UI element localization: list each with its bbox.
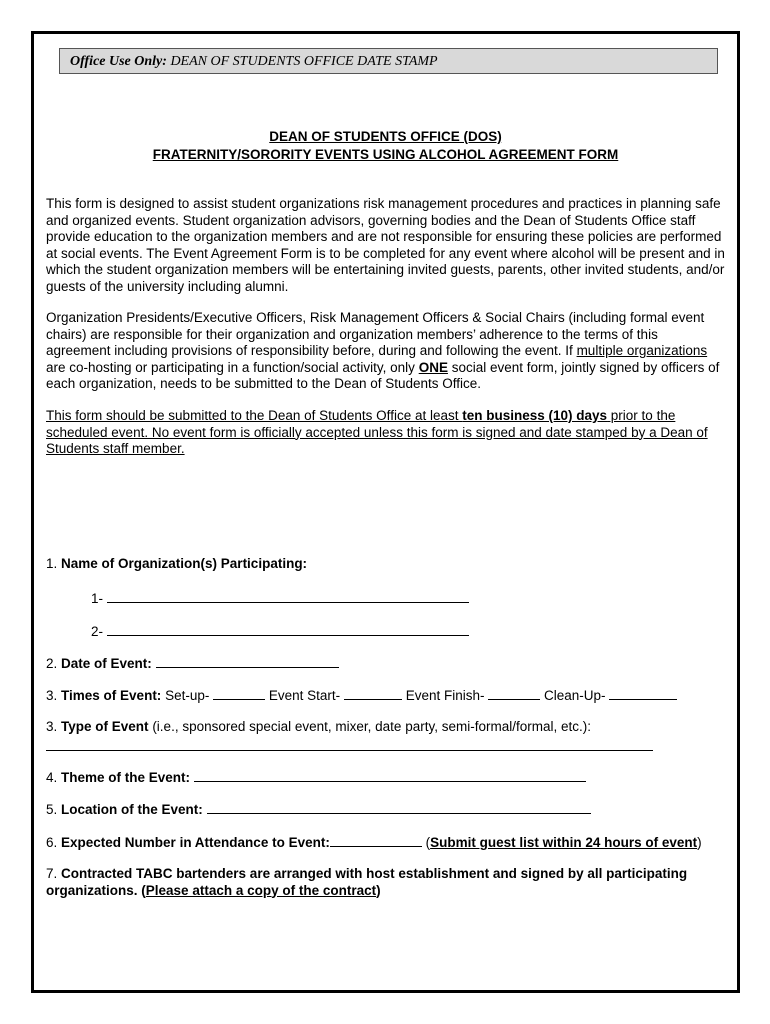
intro-paragraph-3 [46, 408, 726, 458]
question-5 [46, 800, 591, 817]
question-6 [46, 833, 702, 850]
form-title-line1: DEAN OF STUDENTS OFFICE (DOS) [269, 129, 502, 144]
p2-text-c: social event form, jointly signed by officers of each organization, needs to be submitted to the Dean of Students Office. [46, 359, 720, 391]
q7-paren-open: ( [141, 882, 146, 898]
q6-note: Submit guest list within 24 hours of event [430, 835, 698, 850]
type-of-event-field[interactable] [46, 750, 653, 751]
q4-label: Theme of the Event: [61, 770, 191, 785]
question-1 [46, 556, 307, 571]
form-frame [31, 31, 740, 993]
question-3 [46, 686, 677, 703]
q3-number: 3. [46, 688, 58, 703]
q1-number: 1. [46, 556, 58, 571]
question-3b [46, 719, 591, 734]
q2-label: Date of Event: [61, 656, 152, 671]
cleanup-time-field[interactable] [609, 686, 677, 700]
q6-paren-close: ) [697, 835, 702, 850]
question-7 [46, 866, 726, 899]
intro-paragraph-2 [46, 310, 726, 393]
q7-note: Please attach a copy of the contract [145, 882, 377, 898]
stamp-text: DEAN OF STUDENTS OFFICE DATE STAMP [170, 54, 438, 69]
attendance-field[interactable] [330, 833, 422, 847]
theme-field[interactable] [194, 768, 586, 782]
date-of-event-field[interactable] [156, 654, 339, 668]
q1-org-2-field[interactable] [107, 622, 469, 636]
q7-number: 7. [46, 866, 58, 881]
q3-finish-label: Event Finish- [405, 688, 485, 703]
q3-cleanup-label: Clean-Up- [544, 688, 606, 703]
q1-line-2[interactable] [91, 622, 469, 639]
q1-line-1[interactable] [91, 589, 469, 606]
p2-one: ONE [418, 359, 448, 375]
p2-multiple-orgs: multiple organizations [576, 343, 708, 358]
setup-time-field[interactable] [213, 686, 265, 700]
q1-org-1-field[interactable] [107, 589, 469, 603]
p2-text-b: are co-hosting or participating in a function/social activity, only [46, 359, 419, 375]
q5-number: 5. [46, 802, 58, 817]
p3-deadline: ten business (10) days [462, 408, 608, 423]
q3-setup-label: Set-up- [165, 688, 210, 703]
q3b-label: Type of Event [61, 719, 149, 734]
q6-label: Expected Number in Attendance to Event: [61, 835, 330, 850]
q1-line-2-label: 2- [91, 624, 104, 639]
p3-text-a: This form should be submitted to the Dean of Students Office at least [46, 408, 463, 423]
finish-time-field[interactable] [488, 686, 540, 700]
q7-paren-close: ) [376, 882, 381, 898]
intro-paragraph-1: This form is designed to assist student organizations risk management procedures and practices in planning safe and organized events. Student organization advisors, governing bodies and the Dean of Students Office staff provide education to the organization members and are not responsible for ensuring these policies are performed at social events. The Event Agreement Form is to be completed for any event where alcohol will be present and in which the student organization members will be entertaining invited guests, parents, other invited students, and/or guests of the university including alumni. [46, 196, 725, 294]
q3b-number: 3. [46, 719, 58, 734]
q3b-hint: (i.e., sponsored special event, mixer, date party, semi-formal/formal, etc.): [152, 719, 591, 734]
q1-line-1-label: 1- [91, 591, 104, 606]
office-use-stamp-box [59, 48, 718, 74]
start-time-field[interactable] [344, 686, 402, 700]
form-title-line2: FRATERNITY/SORORITY EVENTS USING ALCOHOL AGREEMENT FORM [152, 147, 619, 162]
p2-text-a: Organization Presidents/Executive Officers, Risk Management Officers & Social Chairs (including formal event chairs) are responsible for their organization and organization members’ adherence to the terms of this agreement including provisions of responsibility before, during and following the event. If [46, 310, 705, 358]
question-2 [46, 654, 339, 671]
location-field[interactable] [207, 800, 591, 814]
q7-label: Contracted TABC bartenders are arranged with host establishment and signed by all participating organizations. [46, 866, 688, 898]
q6-paren-open: ( [425, 835, 431, 850]
stamp-label: Office Use Only: [70, 54, 167, 69]
q3-start-label: Event Start- [268, 688, 341, 703]
p3-text-b: prior to the scheduled event. No event form is officially accepted unless this form is signed and date stamped by a Dean of Students staff member. [46, 408, 708, 456]
q1-label: Name of Organization(s) Participating: [61, 556, 308, 571]
q4-number: 4. [46, 770, 58, 785]
q6-number: 6. [46, 835, 58, 850]
q2-number: 2. [46, 656, 58, 671]
question-4 [46, 768, 586, 785]
q5-label: Location of the Event: [61, 802, 203, 817]
q3-label: Times of Event: [61, 688, 162, 703]
